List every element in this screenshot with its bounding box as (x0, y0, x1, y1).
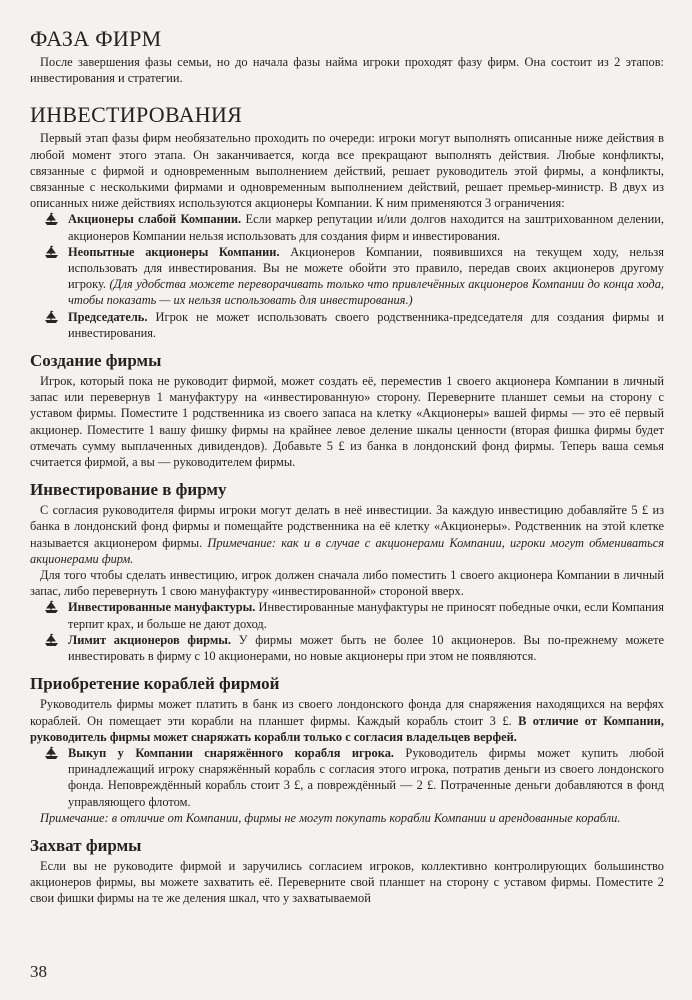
ship-bullet-icon (44, 245, 59, 259)
list-item (30, 632, 664, 664)
item-heading: Председатель. (68, 309, 148, 324)
ship-bullet-icon (44, 633, 59, 647)
subsection-title-acquire-ships: Приобретение кораблей фирмой (30, 674, 280, 694)
item-heading: Инвестированные мануфактуры. (68, 600, 256, 615)
item-heading: Выкуп у Компании снаряжённого корабля игрока. (68, 745, 394, 760)
item-text: Игрок не может использовать своего родственника-председателя для создания фирмы и инвестирования. (68, 309, 664, 340)
item-heading: Акционеры слабой Компании. (68, 212, 242, 227)
item-text: Инвестированные мануфактуры не приносят победные очки, если Компания терпит крах, и больше не дают доход. (68, 600, 665, 631)
ships-note: Примечание: в отличие от Компании, фирмы не могут покупать корабли Компании и арендованные корабли. (40, 810, 621, 825)
ship-bullet-icon (44, 310, 59, 324)
page-number: 38 (30, 962, 47, 981)
ship-bullet-icon (44, 746, 59, 760)
item-heading: Неопытные акционеры Компании. (68, 244, 280, 259)
list-item (30, 599, 664, 631)
takeover-paragraph: Если вы не руководите фирмой и заручились согласием игроков, коллективно контролирующих большинство акционеров фирмы, вы можете захватить её. Переверните свой планшет на сторону с уставом фирмы. Поместите 2 свои фишки фирмы на те же деления шкал, что у захватываемой (30, 858, 664, 906)
invest-text: С согласия руководителя фирмы игроки могут делать в неё инвестиции. За каждую инвестицию добавляйте 5 £ из банка в лондонский фонд фирмы и помещайте родственника на её клетку «Акционеры». Родственник на этой клетке называется акционером фирмы. (30, 503, 664, 550)
create-firm-paragraph: Игрок, который пока не руководит фирмой, может создать её, переместив 1 своего акционера Компании в личный запас или перевернув 1 мануфактуру на «инвестированную» сторону. Переверните планшет семьи на сторону с уставом фирмы. Поместите 1 родственника из своего запаса на клетку «Акционеры» вашей фирмы — это её первый акционер. Поместите 1 вашу фишку фирмы на крайнее левое деление шкалы ценности (вторая фишка фирмы будет отмечать сумму выплаченных дивидендов). Добавьте 5 £ из банка в лондонский фонд фирмы. Теперь ваша семья считается фирмой, а вы — руководителем фирмы. (30, 374, 664, 470)
list-item (30, 745, 664, 810)
item-text: Руководитель фирмы может купить любой принадлежащий игроку снаряжённый корабль с согласия этого игрока, потратив деньги из своего лондонского фонда. Неповреждённый корабль стоит 3 £, а повреждённый — 2 £. Потраченные деньги добавляются в фонд управляющего флотом. (68, 745, 664, 809)
invest-note: Примечание: как и в случае с акционерами Компании, игроки могут обмениваться акционерами фирм. (30, 535, 664, 566)
invest-paragraph (30, 502, 664, 567)
section-title-firms-phase: ФАЗА ФИРМ (30, 26, 162, 51)
invest-paragraph-2: Для того чтобы сделать инвестицию, игрок должен сначала либо поместить 1 своего акционера Компании в личный запас, либо перевернуть 1 свою мануфактуру «инвестированной» стороной вверх. (30, 568, 664, 599)
acquire-ships-paragraph (30, 696, 664, 745)
acquire-bold-rule: В отличие от Компании, руководитель фирмы может снаряжать корабли только с согласия владельцев верфей. (30, 713, 664, 744)
subsection-title-create-firm: Создание фирмы (30, 351, 162, 371)
ship-bullet-icon (44, 600, 59, 614)
firms-phase-paragraph: После завершения фазы семьи, но до начала фазы найма игроки проходят фазу фирм. Она состоит из 2 этапов: инвестирования и стратегии. (30, 55, 664, 86)
subsection-title-invest-in-firm: Инвестирование в фирму (30, 480, 227, 500)
list-item (30, 211, 664, 243)
invest-list (30, 599, 664, 664)
restrictions-list (30, 211, 664, 341)
investing-paragraph: Первый этап фазы фирм необязательно проходить по очереди: игроки могут выполнять описанные ниже действия в любой момент этого этапа. Он заканчивается, когда все прекращают выполнять действия. Любые конфликты, связанные с фирмой и одновременным выполнением действий, решает руководитель этой фирмы, а конфликты, связанные с несколькими фирмами и одновременным выполнением действий, решает премьер-министр. В двух из описанных ниже действиях используются акционеры Компании. К ним применяются 3 ограничения: (30, 131, 664, 211)
ships-list (30, 745, 664, 810)
item-italic-note: (Для удобства можете переворачивать только что привлечённых акционеров Компании до конца хода, чтобы показать — их нельзя использовать для инвестирования.) (68, 277, 664, 308)
ship-bullet-icon (44, 212, 59, 226)
list-item (30, 309, 664, 341)
item-text: Если маркер репутации и/или долгов находится на заштрихованном делении, акционеров Компании нельзя использовать для создания фирм и инвестирования. (68, 212, 665, 243)
acquire-text: Руководитель фирмы может платить в банк из своего лондонского фонда для снаряжения находящихся на верфях кораблей. Он помещает эти корабли на планшет фирмы. Каждый корабль стоит 3 £. (30, 697, 664, 728)
section-title-investing: ИНВЕСТИРОВАНИЯ (30, 102, 243, 128)
item-text: Акционеров Компании, появившихся на текущем ходу, нельзя использовать для инвестирования. Вы не можете обойти это правило, передав своих акционеров другому игроку. (68, 244, 664, 292)
item-text: У фирмы может быть не более 10 акционеров. Вы по-прежнему можете инвестировать в фирму с 10 акционерами, но новые акционеры при этом не появляются. (68, 632, 664, 664)
item-heading: Лимит акционеров фирмы. (68, 632, 232, 647)
list-item (30, 244, 664, 309)
subsection-title-takeover: Захват фирмы (30, 835, 142, 855)
